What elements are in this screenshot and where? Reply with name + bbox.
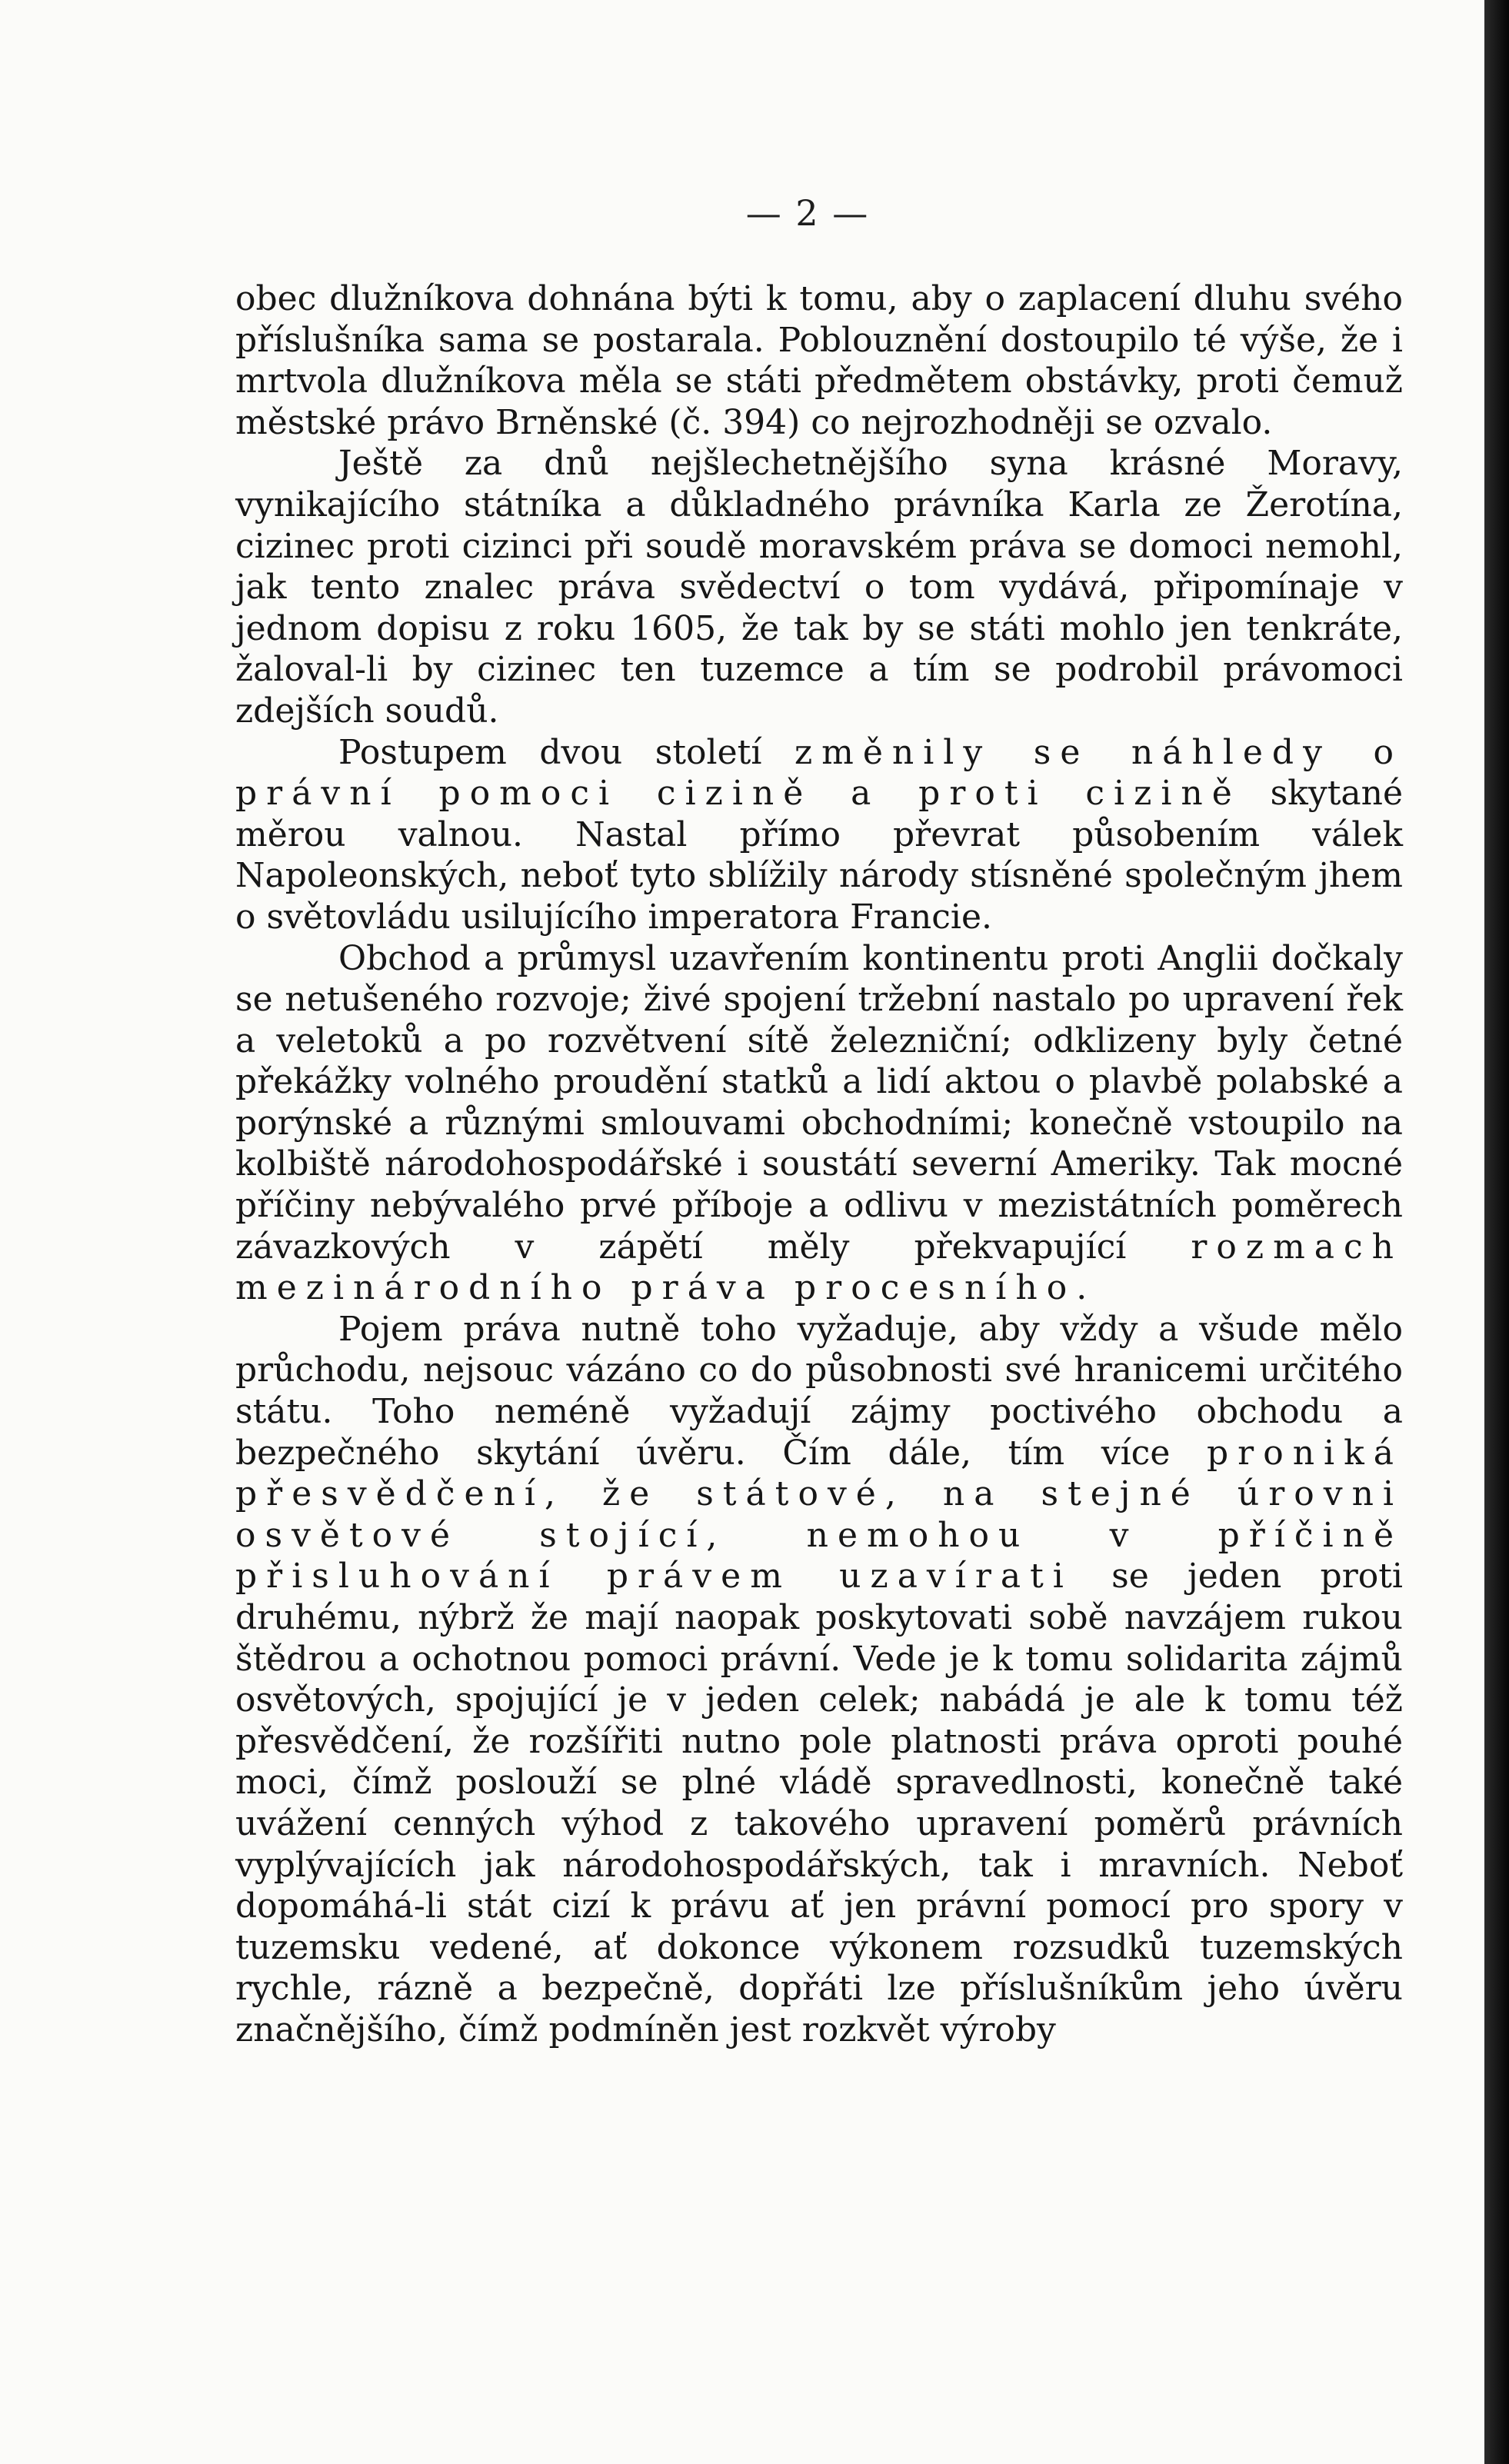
text-segment: se jeden proti druhému, nýbrž že mají naopak poskytovati sobě navzájem rukou štědrou a ochotnou pomoci právní. Vede je k tomu solidarita zájmů osvětových, spojující je v jeden celek; nabádá je ale k tomu též přesvědčení, že rozšířiti nutno pole platnosti práva oproti pouhé moci, čímž poslouží se plné vládě spravedlnosti, konečně také uvážení cenných výhod z takového upravení poměrů právních vyplývajících jak národohospodářských, tak i mravních. Neboť dopomáhá-li stát cizí k právu ať jen právní pomocí pro spory v tuzemsku vedené, ať dokonce výkonem rozsudků tuzemských rychle, rázně a bezpečně, dopřáti lze příslušníkům jeho úvěru značnějšího, čímž podmíněn jest rozkvět výroby <box>235 1557 1403 2049</box>
scan-edge <box>1484 0 1509 2464</box>
text-segment: Pojem práva nutně toho vyžaduje, aby vždy a všude mělo průchodu, nejsouc vázáno co do působnosti své hranicemi určitého státu. Toho neméně vyžadují zájmy poctivého obchodu a bezpečného skytání úvěru. Čím dále, tím více <box>235 1309 1403 1473</box>
text-segment: Ještě za dnů nejšlechetnějšího syna krásné Moravy, vynikajícího státníka a důkladného právníka Karla ze Žerotína, cizinec proti cizinci při soudě moravském práva se domoci nemohl, jak tento znalec práva svědectví o tom vydává, připomínaje v jednom dopisu z roku 1605, že tak by se státi mohlo jen tenkráte, žaloval-li by cizinec ten tuzemce a tím se podrobil právomoci zdejších soudů. <box>235 444 1403 731</box>
paragraph <box>235 278 1403 443</box>
text-segment: Postupem dvou století <box>338 732 794 772</box>
emphasized-spaced-text: rozmach mezinárodního práva procesního <box>235 1227 1403 1308</box>
text-segment: obec dlužníkova dohnána býti k tomu, aby o zaplacení dluhu svého příslušníka sama se postarala. Poblouznění dostoupilo té výše, že i mrtvola dlužníkova měla se státi předmětem obstávky, proti čemuž městské právo Brněnské (č. 394) co nejrozhodněji se ozvalo. <box>235 279 1403 442</box>
text-segment: . <box>1076 1268 1088 1308</box>
paragraph <box>235 443 1403 731</box>
paragraph <box>235 938 1403 1309</box>
body-text <box>235 278 1403 2051</box>
paragraph <box>235 732 1403 938</box>
text-segment: Obchod a průmysl uzavřením kontinentu proti Anglii dočkaly se netušeného rozvoje; živé spojení tržební nastalo po upravení řek a veletoků a po rozvětvení sítě železniční; odklizeny byly četné překážky volného proudění statků a lidí aktou o plavbě polabské a porýnské a různými smlouvami obchodními; konečně vstoupilo na kolbiště národohospodářské i soustátí severní Ameriky. Tak mocné příčiny nebývalého prvé příboje a odlivu v mezistátních poměrech závazkových v zápětí měly překvapující <box>235 938 1403 1267</box>
paragraph <box>235 1309 1403 2051</box>
emphasized-spaced-text: změnily se náhledy o právní pomoci cizině a proti cizině <box>235 732 1403 814</box>
text-segment: skytané měrou valnou. Nastal přímo převrat působením válek Napoleonských, neboť tyto sblížily národy stísněné společným jhem o světovládu usilujícího imperatora Francie. <box>235 774 1403 937</box>
emphasized-spaced-text: proniká přesvědčení, že státové, na stejné úrovni osvětové stojící, nemohou v příčině přisluhování právem uzavírati <box>235 1433 1403 1597</box>
page-number: — 2 — <box>745 192 870 234</box>
